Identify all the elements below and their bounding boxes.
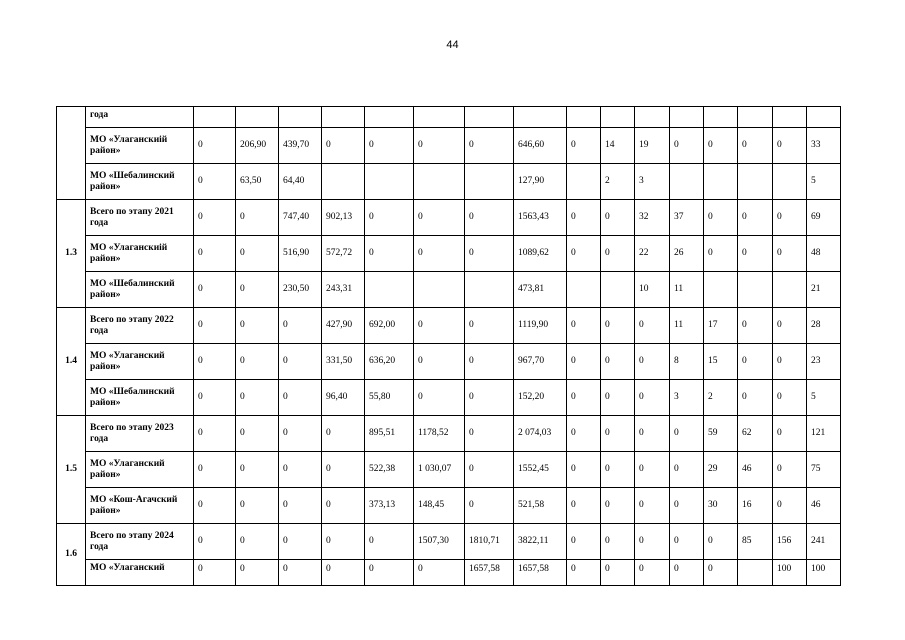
table-cell: 0 [465, 200, 514, 236]
table-cell: 0 [670, 524, 704, 560]
table-cell [635, 107, 670, 128]
table-cell: 0 [773, 236, 807, 272]
table-cell: 0 [365, 560, 414, 586]
table-cell: 0 [670, 416, 704, 452]
row-label: Всего по этапу 2023 года [86, 416, 194, 452]
table-cell: 0 [322, 128, 365, 164]
table-cell: 0 [601, 236, 635, 272]
table-cell: 747,40 [279, 200, 322, 236]
table-cell: 0 [773, 128, 807, 164]
table-cell: 427,90 [322, 308, 365, 344]
table-cell: 0 [773, 416, 807, 452]
table-cell: 0 [601, 200, 635, 236]
table-cell: 0 [194, 200, 236, 236]
table-cell: 895,51 [365, 416, 414, 452]
table-cell [567, 272, 601, 308]
row-label: МО «Шебалинский район» [86, 272, 194, 308]
table-cell: 5 [807, 164, 841, 200]
table-cell: 0 [236, 380, 279, 416]
table-cell: 75 [807, 452, 841, 488]
table-row [57, 488, 841, 524]
table-cell: 85 [738, 524, 773, 560]
table-cell [365, 164, 414, 200]
page-number: 44 [446, 39, 459, 51]
row-label: МО «Шебалинский район» [86, 380, 194, 416]
table-cell: 0 [704, 560, 738, 586]
table-cell: 1178,52 [414, 416, 465, 452]
table-cell: 692,00 [365, 308, 414, 344]
table-cell: 148,45 [414, 488, 465, 524]
table-cell [365, 107, 414, 128]
table-cell: 0 [365, 200, 414, 236]
table-cell: 26 [670, 236, 704, 272]
table-cell: 0 [414, 344, 465, 380]
table-cell: 473,81 [514, 272, 567, 308]
table-cell: 1507,30 [414, 524, 465, 560]
table-cell: 522,38 [365, 452, 414, 488]
table-cell: 0 [567, 452, 601, 488]
table-cell: 0 [670, 488, 704, 524]
table-cell: 0 [738, 308, 773, 344]
table-cell: 0 [704, 200, 738, 236]
table-cell: 55,80 [365, 380, 414, 416]
table-cell: 1657,58 [465, 560, 514, 586]
table-cell: 0 [194, 128, 236, 164]
table-cell: 0 [635, 524, 670, 560]
table-cell: 0 [279, 380, 322, 416]
table-cell: 0 [236, 236, 279, 272]
table-cell: 23 [807, 344, 841, 380]
table-cell: 1563,43 [514, 200, 567, 236]
table-cell [773, 164, 807, 200]
table-cell [670, 164, 704, 200]
table-cell: 0 [279, 488, 322, 524]
table-cell: 0 [279, 344, 322, 380]
table-cell: 5 [807, 380, 841, 416]
table-row [57, 200, 841, 236]
table-cell [414, 164, 465, 200]
table-cell: 1 030,07 [414, 452, 465, 488]
table-cell: 0 [670, 452, 704, 488]
table-cell: 48 [807, 236, 841, 272]
table-cell: 1089,62 [514, 236, 567, 272]
table-cell: 0 [465, 488, 514, 524]
table-row [57, 524, 841, 560]
table-cell: 0 [236, 452, 279, 488]
table-cell: 0 [414, 236, 465, 272]
table-cell: 0 [414, 200, 465, 236]
table-cell [704, 107, 738, 128]
table-cell: 64,40 [279, 164, 322, 200]
table-cell: 29 [704, 452, 738, 488]
table-cell: 30 [704, 488, 738, 524]
table-cell [465, 107, 514, 128]
table-cell: 0 [738, 200, 773, 236]
table-cell: 0 [670, 128, 704, 164]
row-label: МО «Шебалинский район» [86, 164, 194, 200]
table-cell: 2 074,03 [514, 416, 567, 452]
table-cell: 0 [738, 344, 773, 380]
table-cell: 636,20 [365, 344, 414, 380]
table-cell: 331,50 [322, 344, 365, 380]
table-cell: 15 [704, 344, 738, 380]
table-cell: 3 [670, 380, 704, 416]
table-cell: 241 [807, 524, 841, 560]
table-cell: 0 [635, 488, 670, 524]
table-cell: 902,13 [322, 200, 365, 236]
table-cell: 572,72 [322, 236, 365, 272]
table-cell: 100 [807, 560, 841, 586]
table-cell: 0 [601, 452, 635, 488]
table-cell: 0 [567, 200, 601, 236]
table-cell [773, 107, 807, 128]
table-cell: 646,60 [514, 128, 567, 164]
table-cell: 16 [738, 488, 773, 524]
table-row [57, 452, 841, 488]
table-cell: 0 [236, 524, 279, 560]
stage-number: 1.4 [57, 308, 86, 416]
table-cell: 0 [567, 308, 601, 344]
table-cell: 0 [635, 308, 670, 344]
table-cell: 0 [465, 380, 514, 416]
table-cell: 0 [635, 380, 670, 416]
table-cell [279, 107, 322, 128]
table-row [57, 380, 841, 416]
table-cell: 0 [279, 452, 322, 488]
table-cell [601, 272, 635, 308]
row-label: МО «Улаганский район» [86, 452, 194, 488]
table-cell: 0 [635, 560, 670, 586]
data-table [56, 106, 841, 586]
table-cell: 152,20 [514, 380, 567, 416]
table-cell [670, 107, 704, 128]
table-cell: 0 [194, 452, 236, 488]
table-cell: 0 [465, 452, 514, 488]
table-cell: 0 [567, 380, 601, 416]
table-cell: 0 [279, 560, 322, 586]
table-row [57, 344, 841, 380]
table-cell: 1657,58 [514, 560, 567, 586]
table-cell: 0 [601, 524, 635, 560]
table-cell: 0 [236, 200, 279, 236]
row-label: Всего по этапу 2024 года [86, 524, 194, 560]
table-cell: 439,70 [279, 128, 322, 164]
table-cell: 0 [365, 236, 414, 272]
table-cell [601, 107, 635, 128]
table-cell: 0 [236, 272, 279, 308]
table-cell: 69 [807, 200, 841, 236]
table-cell: 0 [738, 236, 773, 272]
table-cell: 2 [601, 164, 635, 200]
table-cell: 0 [738, 128, 773, 164]
table-cell: 0 [567, 524, 601, 560]
table-cell [773, 272, 807, 308]
table-cell [414, 107, 465, 128]
table-cell [236, 107, 279, 128]
table-cell: 516,90 [279, 236, 322, 272]
table-cell: 0 [194, 164, 236, 200]
table-cell [567, 107, 601, 128]
row-label: МО «Улаганский район» [86, 344, 194, 380]
table-cell [514, 107, 567, 128]
table-cell: 22 [635, 236, 670, 272]
table-cell: 0 [773, 380, 807, 416]
table-cell: 0 [414, 308, 465, 344]
table-cell: 14 [601, 128, 635, 164]
table-cell: 0 [322, 416, 365, 452]
table-cell: 11 [670, 272, 704, 308]
table-cell: 96,40 [322, 380, 365, 416]
stage-number [57, 107, 86, 200]
table-cell: 0 [601, 308, 635, 344]
table-cell: 1810,71 [465, 524, 514, 560]
table-cell: 0 [194, 236, 236, 272]
table-cell: 0 [635, 452, 670, 488]
table-cell: 0 [236, 308, 279, 344]
table-row [57, 164, 841, 200]
table-cell: 0 [194, 344, 236, 380]
table-cell: 62 [738, 416, 773, 452]
table-cell: 206,90 [236, 128, 279, 164]
table-cell [738, 107, 773, 128]
table-cell: 156 [773, 524, 807, 560]
table-cell: 32 [635, 200, 670, 236]
table-cell: 59 [704, 416, 738, 452]
row-label: Всего по этапу 2021 года [86, 200, 194, 236]
stage-number: 1.5 [57, 416, 86, 524]
table-cell: 0 [567, 560, 601, 586]
table-row [57, 128, 841, 164]
table-cell: 0 [635, 416, 670, 452]
table-cell: 0 [465, 308, 514, 344]
table-cell: 11 [670, 308, 704, 344]
table-cell: 37 [670, 200, 704, 236]
table-cell: 0 [601, 344, 635, 380]
table-cell: 0 [773, 452, 807, 488]
table-cell: 0 [465, 128, 514, 164]
table-cell: 17 [704, 308, 738, 344]
table-cell: 121 [807, 416, 841, 452]
row-label: Всего по этапу 2022 года [86, 308, 194, 344]
table-cell: 0 [773, 308, 807, 344]
table-cell: 373,13 [365, 488, 414, 524]
table-cell: 0 [322, 452, 365, 488]
table-cell: 0 [194, 524, 236, 560]
row-label: МО «Улаганский [86, 560, 194, 586]
table-cell [704, 272, 738, 308]
table-cell: 0 [465, 344, 514, 380]
table-cell: 0 [567, 236, 601, 272]
table-cell: 1119,90 [514, 308, 567, 344]
table-cell: 0 [194, 272, 236, 308]
table-cell: 0 [414, 128, 465, 164]
table-cell: 0 [194, 560, 236, 586]
table-cell: 0 [279, 308, 322, 344]
table-cell: 0 [322, 560, 365, 586]
row-label: МО «Улаганскиій район» [86, 236, 194, 272]
table-cell: 0 [773, 488, 807, 524]
table-cell: 10 [635, 272, 670, 308]
row-label: года [86, 107, 194, 128]
table-cell [322, 107, 365, 128]
table-cell [738, 164, 773, 200]
table-cell: 33 [807, 128, 841, 164]
table-cell: 127,90 [514, 164, 567, 200]
table-cell: 230,50 [279, 272, 322, 308]
table-cell [567, 164, 601, 200]
table-cell: 3 [635, 164, 670, 200]
table-cell: 0 [194, 380, 236, 416]
table-row [57, 560, 841, 586]
table-cell: 0 [194, 308, 236, 344]
table-cell [738, 560, 773, 586]
stage-number: 1.3 [57, 200, 86, 308]
table-cell: 46 [738, 452, 773, 488]
table-cell: 0 [567, 344, 601, 380]
table-cell: 19 [635, 128, 670, 164]
table-cell: 0 [773, 200, 807, 236]
table-cell: 0 [279, 416, 322, 452]
table-cell: 0 [704, 128, 738, 164]
table-cell [807, 107, 841, 128]
table-cell: 0 [704, 236, 738, 272]
table-cell: 100 [773, 560, 807, 586]
table-cell [465, 164, 514, 200]
table-cell: 8 [670, 344, 704, 380]
table-cell: 0 [194, 488, 236, 524]
table-cell: 0 [738, 380, 773, 416]
table-row [57, 308, 841, 344]
table-cell: 0 [567, 416, 601, 452]
table-cell: 46 [807, 488, 841, 524]
table-cell: 0 [601, 380, 635, 416]
table-cell: 0 [414, 380, 465, 416]
table-cell: 0 [236, 416, 279, 452]
table-cell: 0 [567, 488, 601, 524]
table-cell: 0 [601, 416, 635, 452]
table-cell: 2 [704, 380, 738, 416]
table-cell: 0 [704, 524, 738, 560]
table-cell: 63,50 [236, 164, 279, 200]
table-cell: 0 [236, 488, 279, 524]
row-label: МО «Улаганскиій район» [86, 128, 194, 164]
table-cell: 0 [236, 344, 279, 380]
table-cell [465, 272, 514, 308]
table-cell: 0 [567, 128, 601, 164]
table-cell [322, 164, 365, 200]
table-cell: 0 [194, 416, 236, 452]
table-cell: 0 [773, 344, 807, 380]
table-row [57, 236, 841, 272]
table-cell: 0 [365, 524, 414, 560]
table-cell: 967,70 [514, 344, 567, 380]
table-cell: 521,58 [514, 488, 567, 524]
table-cell: 1552,45 [514, 452, 567, 488]
table-cell: 0 [322, 524, 365, 560]
table-row [57, 107, 841, 128]
stage-number: 1.6 [57, 524, 86, 586]
table-cell: 0 [670, 560, 704, 586]
table-cell: 0 [279, 524, 322, 560]
table-cell [704, 164, 738, 200]
table-cell: 243,31 [322, 272, 365, 308]
table-cell: 21 [807, 272, 841, 308]
table-row [57, 416, 841, 452]
table-cell [414, 272, 465, 308]
table-cell [194, 107, 236, 128]
table-cell: 0 [322, 488, 365, 524]
table-cell: 0 [465, 236, 514, 272]
table-cell: 0 [414, 560, 465, 586]
table-cell: 0 [465, 416, 514, 452]
table-cell: 0 [236, 560, 279, 586]
table-cell [738, 272, 773, 308]
table-cell: 0 [601, 560, 635, 586]
table-cell: 0 [365, 128, 414, 164]
table-cell: 28 [807, 308, 841, 344]
table-cell: 3822,11 [514, 524, 567, 560]
table-cell [365, 272, 414, 308]
table-cell: 0 [601, 488, 635, 524]
table-row [57, 272, 841, 308]
table-cell: 0 [635, 344, 670, 380]
row-label: МО «Кош-Агачский район» [86, 488, 194, 524]
